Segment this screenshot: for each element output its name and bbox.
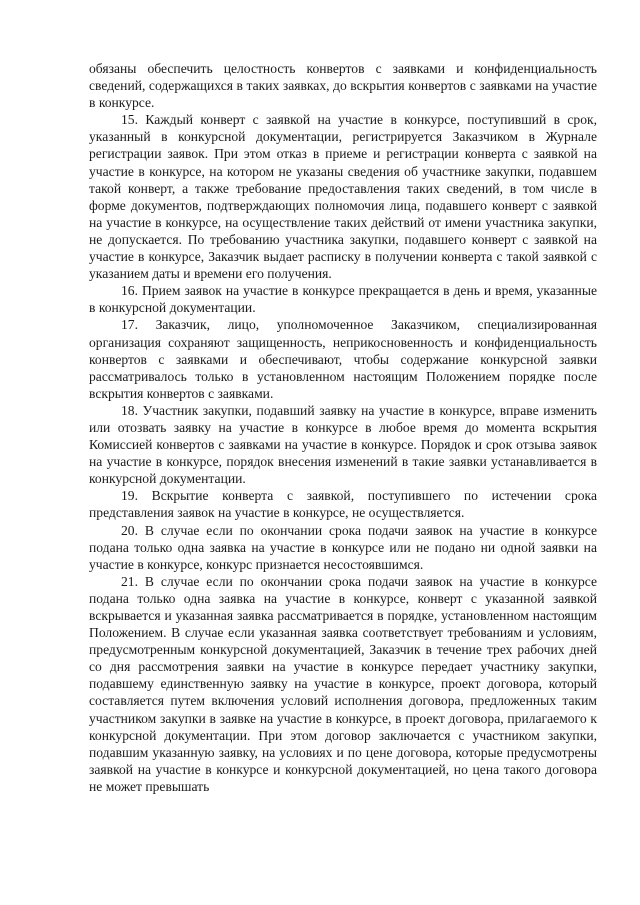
- paragraph-21: 21. В случае если по окончании срока подачи заявок на участие в конкурсе подана только одна заявка на участие в конкурсе, конверт с указанной заявкой вскрывается и указанная заявка рассматривается в порядке, установленном настоящим Положением. В случае если указанная заявка соответствует требованиям и условиям, предусмотренным конкурсной документацией, Заказчик в течение трех рабочих дней со дня рассмотрения заявки на участие в конкурсе передает участнику закупки, подавшему единственную заявку на участие в конкурсе, проект договора, который составляется путем включения условий исполнения договора, предложенных таким участником закупки в заявке на участие в конкурсе, в проект договора, прилагаемого к конкурсной документации. При этом договор заключается с участником закупки, подавшим указанную заявку, на условиях и по цене договора, которые предусмотрены заявкой на участие в конкурсе и конкурсной документацией, но цена такого договора не может превышать: [89, 573, 597, 794]
- document-body: [89, 60, 597, 795]
- paragraph-continuation: обязаны обеспечить целостность конвертов с заявками и конфиденциальность сведений, содержащихся в таких заявках, до вскрытия конвертов с заявками на участие в конкурсе.: [89, 61, 597, 111]
- paragraph-19: 19. Вскрытие конверта с заявкой, поступившего по истечении срока представления заявок на участие в конкурсе, не осуществляется.: [89, 488, 597, 521]
- paragraph-18: 18. Участник закупки, подавший заявку на участие в конкурсе, вправе изменить или отозвать заявку на участие в конкурсе в любое время до момента вскрытия Комиссией конвертов с заявками на участие в конкурсе. Порядок и срок отзыва заявок на участие в конкурсе, порядок внесения изменений в такие заявки устанавливается в конкурсной документации.: [89, 402, 597, 487]
- paragraph-20: 20. В случае если по окончании срока подачи заявок на участие в конкурсе подана только одна заявка на участие в конкурсе или не подано ни одной заявки на участие в конкурсе, конкурс признается несостоявшимся.: [89, 522, 597, 572]
- paragraph-16: 16. Прием заявок на участие в конкурсе прекращается в день и время, указанные в конкурсной документации.: [89, 283, 597, 316]
- paragraph-15: 15. Каждый конверт с заявкой на участие в конкурсе, поступивший в срок, указанный в конкурсной документации, регистрируется Заказчиком в Журнале регистрации заявок. При этом отказ в приеме и регистрации конверта с заявкой на участие в конкурсе, на котором не указаны сведения об участнике закупки, подавшем такой конверт, а также требование предоставления таких сведений, в том числе в форме документов, подтверждающих полномочия лица, подавшего конверт с заявкой на участие в конкурсе, на осуществление таких действий от имени участника закупки, не допускается. По требованию участника закупки, подавшего конверт с заявкой на участие в конкурсе, Заказчик выдает расписку в получении конверта с такой заявкой с указанием даты и времени его получения.: [89, 112, 597, 282]
- paragraph-17: 17. Заказчик, лицо, уполномоченное Заказчиком, специализированная организация сохраняют защищенность, неприкосновенность и конфиденциальность конвертов с заявками и обеспечивают, чтобы содержание конкурсной заявки рассматривалось только в установленном настоящим Положением порядке после вскрытия конвертов с заявками.: [89, 317, 597, 401]
